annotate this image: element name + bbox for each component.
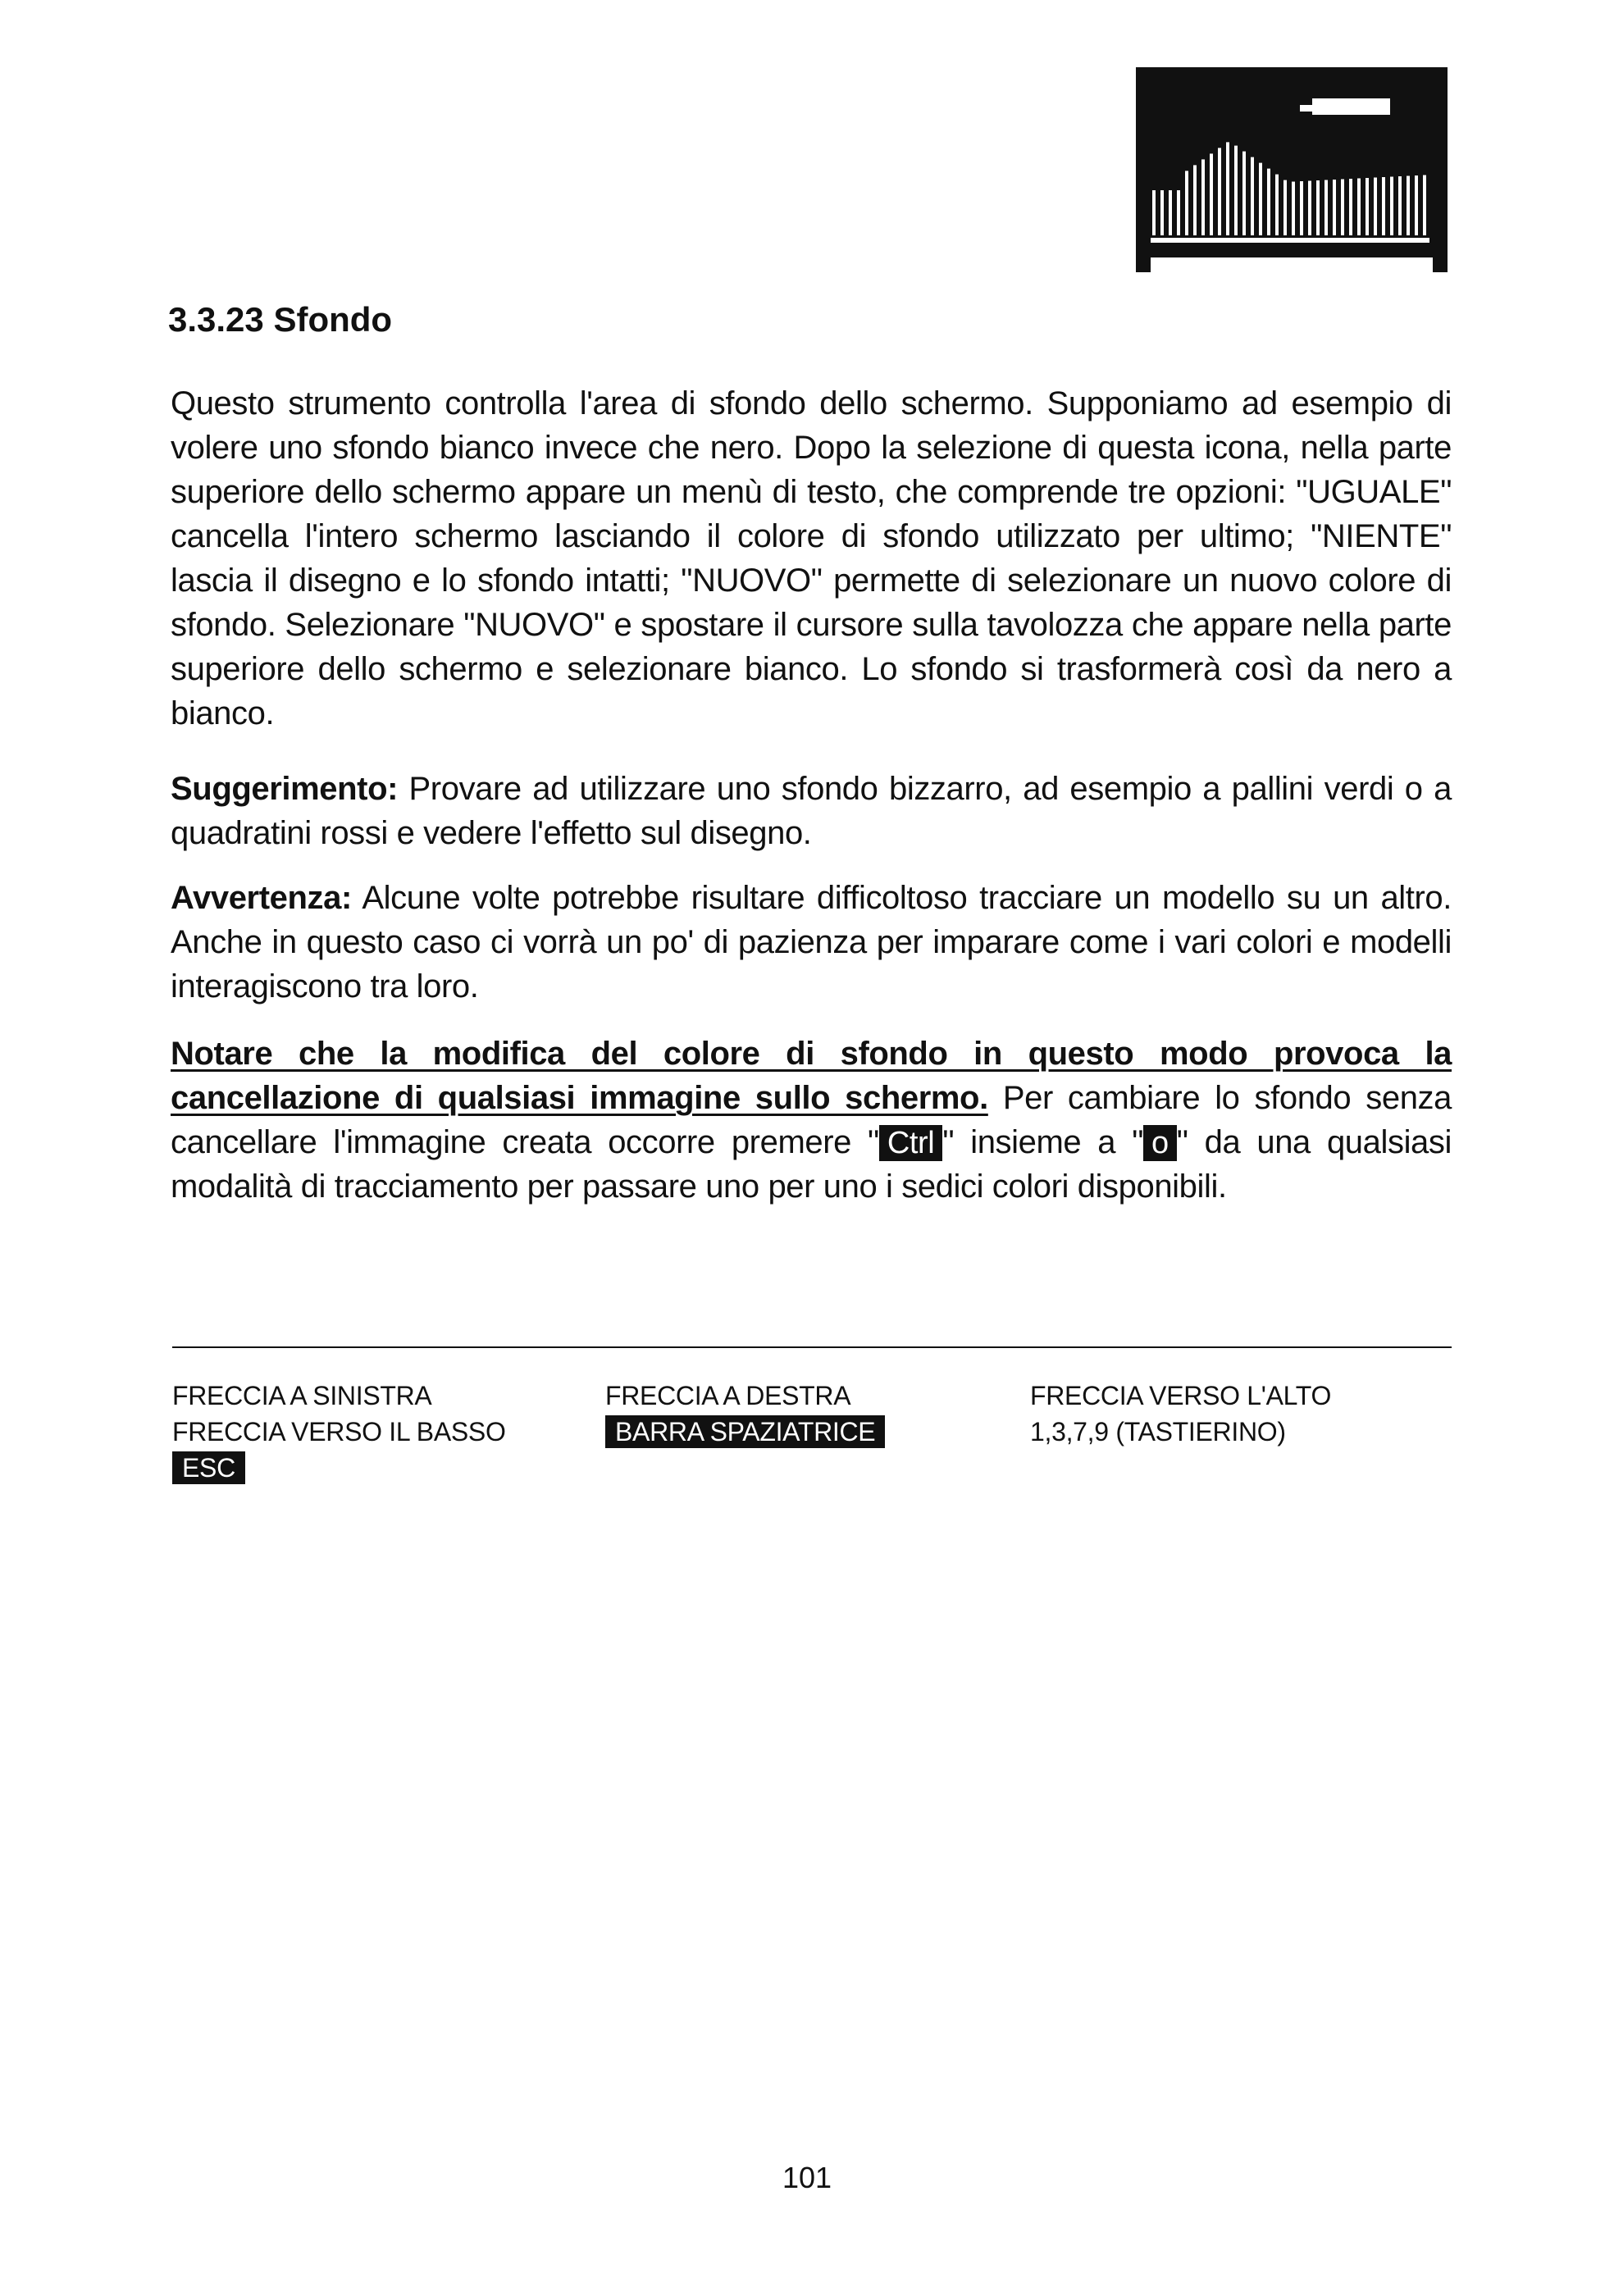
page-number: 101: [782, 2161, 832, 2194]
tip-label: Suggerimento:: [171, 771, 399, 807]
ctrl-key-label: Ctrl: [879, 1125, 943, 1161]
note-underlined-text: Notare che la modifica del colore di sfondo in questo modo provoca la cancellazione di qualsiasi immagine sullo schermo.: [171, 1036, 1452, 1116]
warning-text: Alcune volte potrebbe risultare difficoltoso tracciare un modello su un altro. Anche in questo caso ci vorrà un po' di pazienza per imparare come i vari colori e modelli interagiscono tra loro.: [171, 880, 1452, 1004]
note-text-part2: " insieme a ": [942, 1124, 1143, 1160]
legend-column-1: [172, 1378, 506, 1486]
tip-text: Provare ad utilizzare uno sfondo bizzarro, ad esempio a pallini verdi o a quadratini rossi e vedere l'effetto sul disegno.: [171, 771, 1452, 851]
legend-item-right-arrow: FRECCIA A DESTRA: [605, 1381, 851, 1410]
note-text-part1: Per cambiare lo sfondo senza cancellare l'immagine creata occorre premere ": [171, 1080, 1452, 1160]
legend-column-3: [1030, 1378, 1331, 1450]
paragraph-description: Questo strumento controlla l'area di sfondo dello schermo. Supponiamo ad esempio di volere uno sfondo bianco invece che nero. Dopo la selezione di questa icona, nella parte superiore dello schermo appare un menù di testo, che comprende tre opzioni: "UGUALE" cancella l'intero schermo lasciando il colore di sfondo utilizzato per ultimo; "NIENTE" lascia il disegno e lo sfondo intatti; "NUOVO" permette di selezionare un nuovo colore di sfondo. Selezionare "NUOVO" e spostare il cursore sulla tavolozza che appare nella parte superiore dello schermo e selezionare bianco. Lo sfondo si trasformerà così da nero a bianco.: [171, 385, 1452, 731]
legend-column-2: [605, 1378, 885, 1450]
paragraph-tip: [171, 767, 1452, 855]
legend-item-left-arrow: FRECCIA A SINISTRA: [172, 1381, 432, 1410]
background-tool-icon: [1136, 67, 1448, 272]
legend-key-spacebar: BARRA SPAZIATRICE: [605, 1415, 885, 1448]
paragraph-note: [171, 1032, 1452, 1209]
note-text-part3: " da una qualsiasi modalità di tracciamento per passare uno per uno i sedici colori disponibili.: [171, 1124, 1452, 1205]
paragraph-warning: [171, 876, 1452, 1009]
legend-item-keypad: 1,3,7,9 (TASTIERINO): [1030, 1417, 1286, 1446]
legend-item-down-arrow: FRECCIA VERSO IL BASSO: [172, 1417, 506, 1446]
warning-label: Avvertenza:: [171, 880, 352, 916]
legend-key-esc: ESC: [172, 1451, 245, 1484]
o-key-label: o: [1143, 1125, 1177, 1161]
legend-item-up-arrow: FRECCIA VERSO L'ALTO: [1030, 1381, 1332, 1410]
legend-divider: [172, 1346, 1452, 1348]
section-title: 3.3.23 Sfondo: [168, 300, 393, 339]
